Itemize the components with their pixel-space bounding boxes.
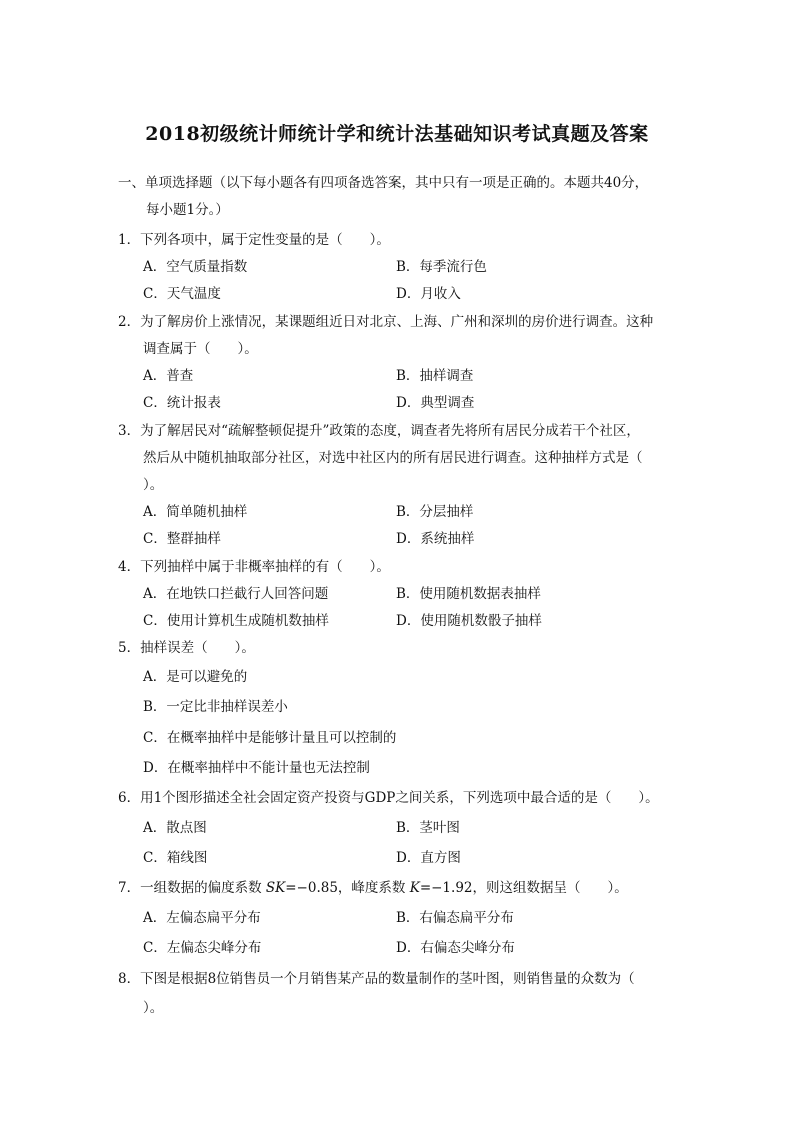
q1-option-d: D．月收入 xyxy=(396,286,461,302)
question-6: 6．用1个图形描述全社会固定资产投资与GDP之间关系，下列选项中最合适的是（ ）。 xyxy=(118,790,659,806)
q3-option-b: B．分层抽样 xyxy=(396,504,474,520)
q6-option-a: A．散点图 xyxy=(143,820,207,836)
question-7-k-symbol: K xyxy=(409,880,420,896)
question-8-line-1: 8．下图是根据8位销售员一个月销售某产品的数量制作的茎叶图，则销售量的众数为（ xyxy=(118,971,635,987)
question-3-line-2: 然后从中随机抽取部分社区，对选中社区内的所有居民进行调查。这种抽样方式是（ xyxy=(143,450,643,466)
q4-option-d: D．使用随机数骰子抽样 xyxy=(396,613,542,629)
q5-option-a: A．是可以避免的 xyxy=(143,669,248,685)
q1-option-b: B．每季流行色 xyxy=(396,259,487,275)
section-heading-line-2: 每小题1分。） xyxy=(146,202,229,218)
question-4: 4．下列抽样中属于非概率抽样的有（ ）。 xyxy=(118,559,390,575)
q7-option-a: A．左偏态扁平分布 xyxy=(143,910,261,926)
q2-option-c: C．统计报表 xyxy=(143,395,221,411)
q3-option-c: C．整群抽样 xyxy=(143,531,221,547)
q2-option-a: A．普查 xyxy=(143,368,194,384)
q6-option-d: D．直方图 xyxy=(396,850,461,866)
document-title: 2018初级统计师统计学和统计法基础知识考试真题及答案 xyxy=(145,123,649,145)
q6-option-b: B．茎叶图 xyxy=(396,820,460,836)
q2-option-b: B．抽样调查 xyxy=(396,368,474,384)
question-5: 5．抽样误差（ ）。 xyxy=(118,640,255,656)
question-1: 1．下列各项中，属于定性变量的是（ ）。 xyxy=(118,232,390,248)
q5-option-c: C．在概率抽样中是能够计量且可以控制的 xyxy=(143,730,397,746)
question-2-line-2: 调查属于（ ）。 xyxy=(143,341,258,357)
q7-option-b: B．右偏态扁平分布 xyxy=(396,910,514,926)
q2-option-d: D．典型调查 xyxy=(396,395,475,411)
question-3-line-3: ）。 xyxy=(143,477,164,493)
question-7-text-1: 7．一组数据的偏度系数 xyxy=(118,880,266,896)
section-heading-line-1: 一、单项选择题（以下每小题各有四项备选答案，其中只有一项是正确的。本题共40分， xyxy=(118,175,649,191)
question-8-line-2: ）。 xyxy=(143,1000,164,1016)
q7-option-d: D．右偏态尖峰分布 xyxy=(396,940,515,956)
question-7-sk-symbol: SK xyxy=(265,880,286,896)
q1-option-c: C．天气温度 xyxy=(143,286,221,302)
q6-option-c: C．箱线图 xyxy=(143,850,208,866)
q4-option-b: B．使用随机数据表抽样 xyxy=(396,586,541,602)
question-3-line-1: 3．为了解居民对“疏解整顿促提升”政策的态度，调查者先将所有居民分成若干个社区， xyxy=(118,423,640,439)
q7-option-c: C．左偏态尖峰分布 xyxy=(143,940,262,956)
question-2-line-1: 2．为了解房价上涨情况，某课题组近日对北京、上海、广州和深圳的房价进行调查。这种 xyxy=(118,314,654,330)
q3-option-a: A．简单随机抽样 xyxy=(143,504,248,520)
question-7 xyxy=(118,879,628,897)
q4-option-c: C．使用计算机生成随机数抽样 xyxy=(143,613,329,629)
q1-option-a: A．空气质量指数 xyxy=(143,259,248,275)
question-7-text-3: =−1.92，则这组数据呈（ ）。 xyxy=(419,880,628,896)
q3-option-d: D．系统抽样 xyxy=(396,531,475,547)
q4-option-a: A．在地铁口拦截行人回答问题 xyxy=(143,586,329,602)
question-7-text-2: =−0.85，峰度系数 xyxy=(285,880,410,896)
q5-option-b: B．一定比非抽样误差小 xyxy=(143,699,288,715)
q5-option-d: D．在概率抽样中不能计量也无法控制 xyxy=(143,760,370,776)
